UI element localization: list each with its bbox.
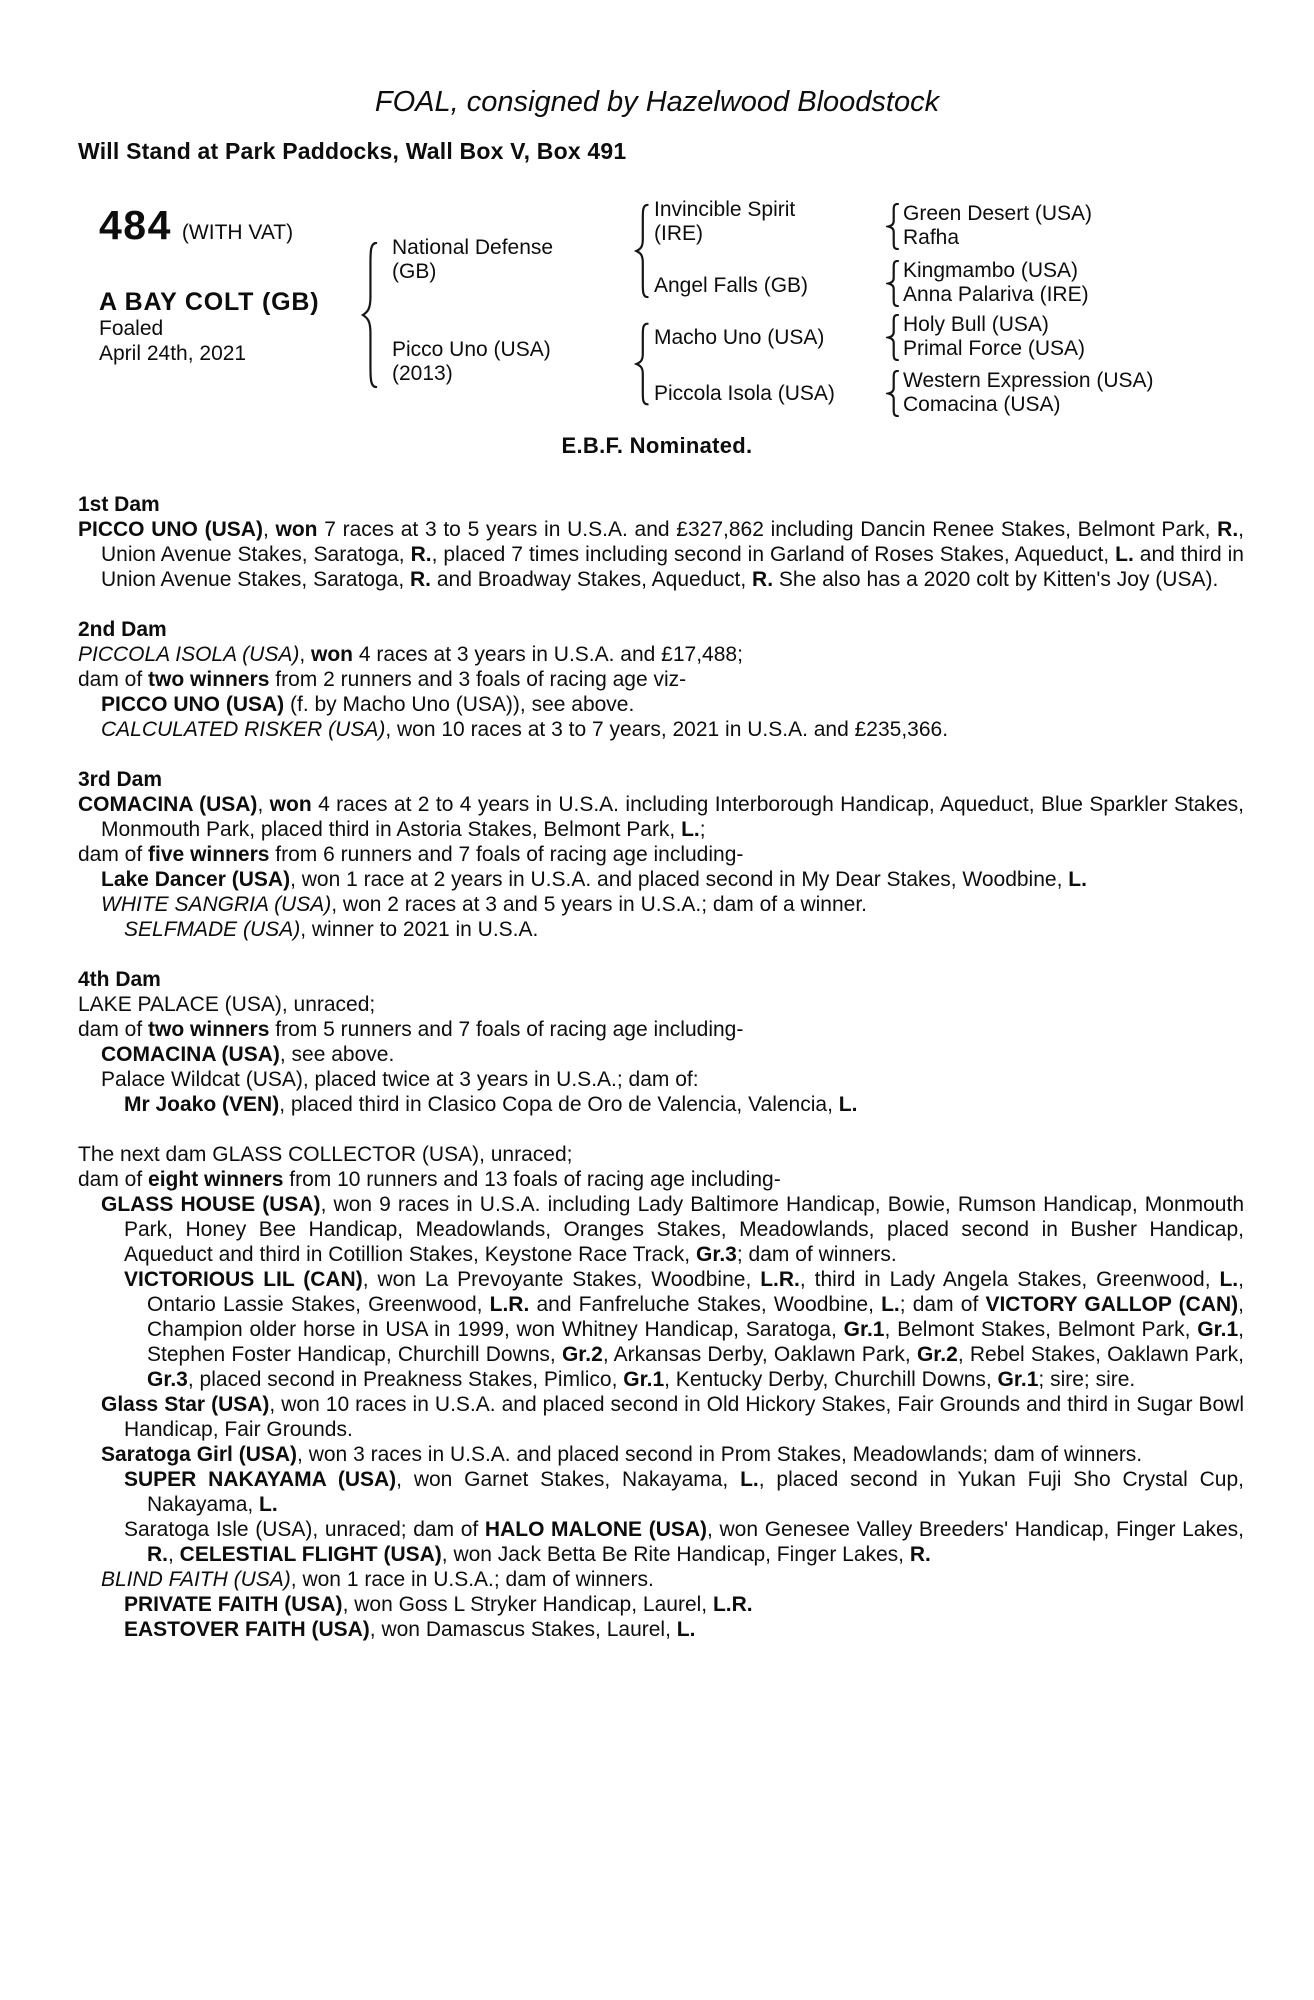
pedigree-horse-name: Holy Bull (USA) (903, 313, 1049, 336)
pedigree-brace-icon (360, 240, 379, 390)
pedigree-horse-name: Western Expression (USA) (903, 369, 1154, 392)
pedigree-paragraph: GLASS HOUSE (USA), won 9 races in U.S.A. including Lady Baltimore Handicap, Bowie, Rumson Handicap, Monmouth Park, Honey Bee Handicap, Meadowlands, Oranges Stakes, Meadowlands, placed second in Busher Handicap, Aqueduct and third in Cotillion Stakes, Keystone Race Track, Gr.3; dam of winners. (101, 1193, 1245, 1266)
pedigree-paragraph: COMACINA (USA), see above. (101, 1043, 395, 1066)
pedigree-brace-icon (634, 322, 650, 406)
pedigree-paragraph: Saratoga Girl (USA), won 3 races in U.S.A. and placed second in Prom Stakes, Meadowlands; dam of winners. (101, 1443, 1143, 1466)
pedigree-paragraph: PICCO UNO (USA) (f. by Macho Uno (USA)), see above. (101, 693, 635, 716)
ebf-nominated-line: E.B.F. Nominated. (561, 433, 753, 458)
dam-section-heading: 2nd Dam (78, 618, 167, 641)
pedigree-horse-name: Invincible Spirit (654, 198, 796, 221)
pedigree-brace-icon (634, 203, 650, 299)
pedigree-brace-icon (886, 370, 900, 417)
lot-number: 484 (99, 202, 172, 248)
pedigree-dam (392, 338, 551, 386)
lot-line (99, 202, 293, 249)
pedigree-paragraph: Mr Joako (VEN), placed third in Clasico Copa de Oro de Valencia, Valencia, L. (124, 1093, 858, 1116)
pedigree-paragraph: dam of eight winners from 10 runners and 13 foals of racing age including- (78, 1168, 781, 1191)
pedigree-paragraph: dam of two winners from 5 runners and 7 foals of racing age including- (78, 1018, 744, 1041)
pedigree-paragraph: CALCULATED RISKER (USA), won 10 races at 3 to 7 years, 2021 in U.S.A. and £235,366. (101, 718, 949, 741)
pedigree-brace-icon (886, 314, 900, 361)
pedigree-paragraph: Lake Dancer (USA), won 1 race at 2 years in U.S.A. and placed second in My Dear Stakes, Woodbine, L. (101, 868, 1087, 891)
vat-note: (WITH VAT) (181, 221, 294, 244)
pedigree-horse-name: Piccola Isola (USA) (654, 382, 835, 405)
pedigree-greatgrandparents-4 (903, 369, 1154, 417)
pedigree-paragraph: dam of two winners from 2 runners and 3 foals of racing age viz- (78, 668, 687, 691)
dam-section-heading: 1st Dam (78, 493, 160, 516)
pedigree-sire-name: National Defense (392, 236, 554, 259)
dam-section (78, 767, 1244, 942)
pedigree-grandsire-maternal (654, 326, 824, 350)
animal-name: A BAY COLT (GB) (99, 288, 320, 316)
pedigree-paragraph: Glass Star (USA), won 10 races in U.S.A. and placed second in Old Hickory Stakes, Fair Grounds and third in Sugar Bowl Handicap, Fair Grounds. (101, 1393, 1244, 1441)
pedigree-paragraph: dam of five winners from 6 runners and 7 foals of racing age including- (78, 843, 744, 866)
stand-location-line: Will Stand at Park Paddocks, Wall Box V, Box 491 (78, 138, 627, 164)
pedigree-horse-name: Macho Uno (USA) (654, 326, 825, 349)
pedigree-greatgrandparents-1 (903, 202, 1092, 250)
pedigree-brace-icon (886, 260, 900, 307)
pedigree-horse-name: Kingmambo (USA) (903, 259, 1079, 282)
dam-section-heading: 3rd Dam (78, 768, 163, 791)
pedigree-paragraph: VICTORIOUS LIL (CAN), won La Prevoyante Stakes, Woodbine, L.R., third in Lady Angela Stakes, Greenwood, L., Ontario Lassie Stakes, Greenwood, L.R. and Fanfreluche Stakes, Woodbine, L.; dam of VICTORY GALLOP (CAN), Champion older horse in USA in 1999, won Whitney Handicap, Saratoga, Gr.1, Belmont Stakes, Belmont Park, Gr.1, Stephen Foster Handicap, Churchill Downs, Gr.2, Arkansas Derby, Oaklawn Park, Gr.2, Rebel Stakes, Oaklawn Park, Gr.3, placed second in Preakness Stakes, Pimlico, Gr.1, Kentucky Derby, Churchill Downs, Gr.1; sire; sire. (124, 1268, 1245, 1391)
pedigree-horse-name: Rafha (903, 226, 960, 249)
pedigree-paragraph: PICCO UNO (USA), won 7 races at 3 to 5 years in U.S.A. and £327,862 including Dancin Renee Stakes, Belmont Park, R., Union Avenue Stakes, Saratoga, R., placed 7 times including second in Garland of Roses Stakes, Aqueduct, L. and third in Union Avenue Stakes, Saratoga, R. and Broadway Stakes, Aqueduct, R. She also has a 2020 colt by Kitten's Joy (USA). (78, 518, 1245, 591)
pedigree-paragraph: SELFMADE (USA), winner to 2021 in U.S.A. (124, 918, 539, 941)
pedigree-horse-suffix: (IRE) (654, 222, 703, 245)
foaled-label: Foaled (99, 317, 164, 340)
dam-sections (78, 492, 1244, 1667)
pedigree-grandsire-paternal (654, 198, 795, 246)
pedigree-paragraph: BLIND FAITH (USA), won 1 race in U.S.A.; dam of winners. (101, 1568, 654, 1591)
dam-section (78, 617, 1244, 742)
pedigree-horse-name: Anna Palariva (IRE) (903, 283, 1089, 306)
pedigree-paragraph: PRIVATE FAITH (USA), won Goss L Stryker Handicap, Laurel, L.R. (124, 1593, 753, 1616)
pedigree-paragraph: SUPER NAKAYAMA (USA), won Garnet Stakes, Nakayama, L., placed second in Yukan Fuji Sho Crystal Cup, Nakayama, L. (124, 1468, 1244, 1516)
pedigree-greatgrandparents-2 (903, 259, 1089, 307)
foaled-date: April 24th, 2021 (99, 342, 247, 365)
pedigree-paragraph: Palace Wildcat (USA), placed twice at 3 years in U.S.A.; dam of: (101, 1068, 699, 1091)
pedigree-paragraph: Saratoga Isle (USA), unraced; dam of HALO MALONE (USA), won Genesee Valley Breeders' Handicap, Finger Lakes, R., CELESTIAL FLIGHT (USA), won Jack Betta Be Rite Handicap, Finger Lakes, R. (124, 1518, 1244, 1566)
pedigree-dam-year: (2013) (392, 362, 453, 385)
pedigree-greatgrandparents-3 (903, 313, 1085, 361)
pedigree-paragraph: The next dam GLASS COLLECTOR (USA), unraced; (78, 1143, 573, 1166)
dam-section (78, 1142, 1244, 1642)
pedigree-sire-suffix: (GB) (392, 260, 437, 283)
pedigree-paragraph: COMACINA (USA), won 4 races at 2 to 4 years in U.S.A. including Interborough Handicap, Aqueduct, Blue Sparkler Stakes, Monmouth Park, placed third in Astoria Stakes, Belmont Park, L.; (78, 793, 1244, 841)
pedigree-horse-name: Primal Force (USA) (903, 337, 1086, 360)
pedigree-granddam-maternal (654, 382, 835, 406)
pedigree-horse-name: Angel Falls (GB) (654, 274, 809, 297)
pedigree-paragraph: WHITE SANGRIA (USA), won 2 races at 3 and 5 years in U.S.A.; dam of a winner. (101, 893, 868, 916)
dam-section (78, 492, 1244, 592)
foaled-block (99, 316, 246, 366)
dam-section-heading: 4th Dam (78, 968, 161, 991)
pedigree-brace-icon (886, 203, 900, 250)
pedigree-horse-name: Comacina (USA) (903, 393, 1061, 416)
pedigree-paragraph: LAKE PALACE (USA), unraced; (78, 993, 376, 1016)
page-title: FOAL, consigned by Hazelwood Bloodstock (374, 86, 940, 118)
pedigree-granddam-paternal (654, 274, 808, 298)
pedigree-horse-name: Green Desert (USA) (903, 202, 1093, 225)
pedigree-paragraph: EASTOVER FAITH (USA), won Damascus Stakes, Laurel, L. (124, 1618, 696, 1641)
pedigree-dam-name: Picco Uno (USA) (392, 338, 551, 361)
pedigree-sire (392, 236, 553, 284)
dam-section (78, 967, 1244, 1117)
pedigree-paragraph: PICCOLA ISOLA (USA), won 4 races at 3 years in U.S.A. and £17,488; (78, 643, 743, 666)
